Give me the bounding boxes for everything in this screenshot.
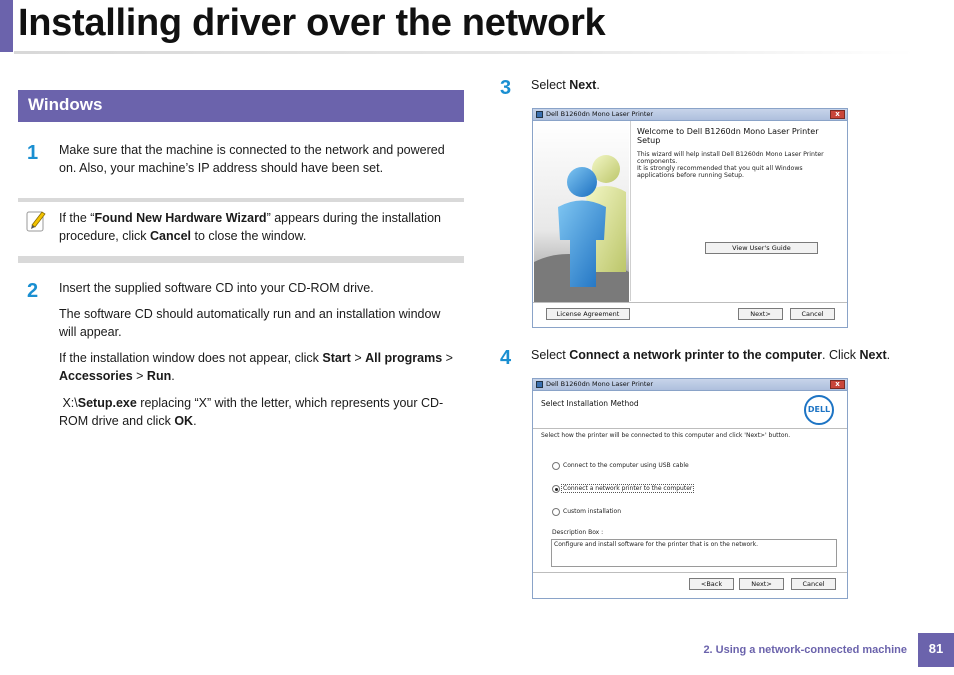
method-prompt: Select how the printer will be connected to this computer and click 'Next>' button. [541,432,791,439]
back-button[interactable]: <Back [689,578,734,590]
network-radio[interactable] [552,485,560,493]
license-agreement-button[interactable]: License Agreement [546,308,630,320]
step-2-p4: X:\Setup.exe replacing “X” with the letter, which represents your CD- ROM drive and click OK. [59,396,444,428]
footer-chapter: 2. Using a network-connected machine [703,644,907,656]
setup-welcome-window [532,108,848,328]
window-title: Dell B1260dn Mono Laser Printer [546,380,654,388]
next-button[interactable]: Next> [739,578,784,590]
custom-radio[interactable] [552,508,560,516]
button-row-divider [533,302,847,303]
note-text [59,209,459,245]
installation-method-window [532,378,848,599]
title-accent-bar [0,0,13,52]
note-bottom-rule [18,256,464,263]
network-radio-dot [555,488,558,491]
window-title-bar [533,379,847,391]
window-title: Dell B1260dn Mono Laser Printer [546,110,654,118]
description-label: Description Box : [552,529,604,536]
app-icon [536,111,543,118]
method-heading: Select Installation Method [541,399,639,408]
step-2-p1: Insert the supplied software CD into your CD-ROM drive. [59,281,374,295]
step-number-1: 1 [27,142,39,164]
dell-logo: DELL [804,395,834,425]
note-bold-wizard: Found New Hardware Wizard [94,211,267,225]
close-button[interactable]: x [830,110,845,119]
cancel-button[interactable]: Cancel [790,308,835,320]
network-option-label[interactable]: Connect a network printer to the computer [563,485,693,492]
section-banner [18,90,464,122]
step-1-text [59,141,464,177]
note-line-2: procedure, click Cancel to close the window. [59,229,307,243]
page-title: Installing driver over the network [18,2,606,44]
step-4-text: Select Connect a network printer to the computer. Click Next. [531,348,891,362]
window-title-bar [533,109,847,121]
page-number: 81 [918,633,954,667]
description-text: Configure and install software for the printer that is on the network. [554,541,758,548]
close-button[interactable]: x [830,380,845,389]
app-icon [536,381,543,388]
step-number-4: 4 [500,347,512,369]
note-bold-cancel: Cancel [150,229,192,243]
step-2-p2: The software CD should automatically run and an installation window will appear. [59,307,441,339]
button-row-divider [533,572,847,573]
custom-option-label[interactable]: Custom installation [563,508,622,515]
view-users-guide-button[interactable]: View User's Guide [705,242,818,254]
step-number-2: 2 [27,280,39,302]
note-pencil-icon [26,209,48,233]
step-1-line-1: Make sure that the machine is connected to the network and powered [59,143,445,157]
step-1-line-2: on. Also, your machine’s IP address should have been set. [59,161,384,175]
setup-people-illustration [534,122,629,302]
step-3-text: Select Next. [531,78,600,92]
welcome-heading: Welcome to Dell B1260dn Mono Laser Printer Setup [637,127,819,145]
step-2-p3: If the installation window does not appear, click Start > All programs > Accessories > Run. [59,351,453,383]
title-divider [14,51,914,54]
next-button[interactable]: Next> [738,308,783,320]
note-top-rule [18,198,464,202]
note-box [18,198,464,264]
step-number-3: 3 [500,77,512,99]
cancel-button[interactable]: Cancel [791,578,836,590]
welcome-body: This wizard will help install Dell B1260dn Mono Laser Printer components. It is strongly recommended that you quit all Windows applications before running Setup. [637,151,824,179]
note-line-1: If the “Found New Hardware Wizard” appears during the installation [59,211,441,225]
usb-option-label[interactable]: Connect to the computer using USB cable [563,462,689,469]
description-box [551,539,837,567]
section-title: Windows [28,95,103,114]
usb-radio[interactable] [552,462,560,470]
panel-divider [630,121,631,301]
header-divider [533,428,847,429]
